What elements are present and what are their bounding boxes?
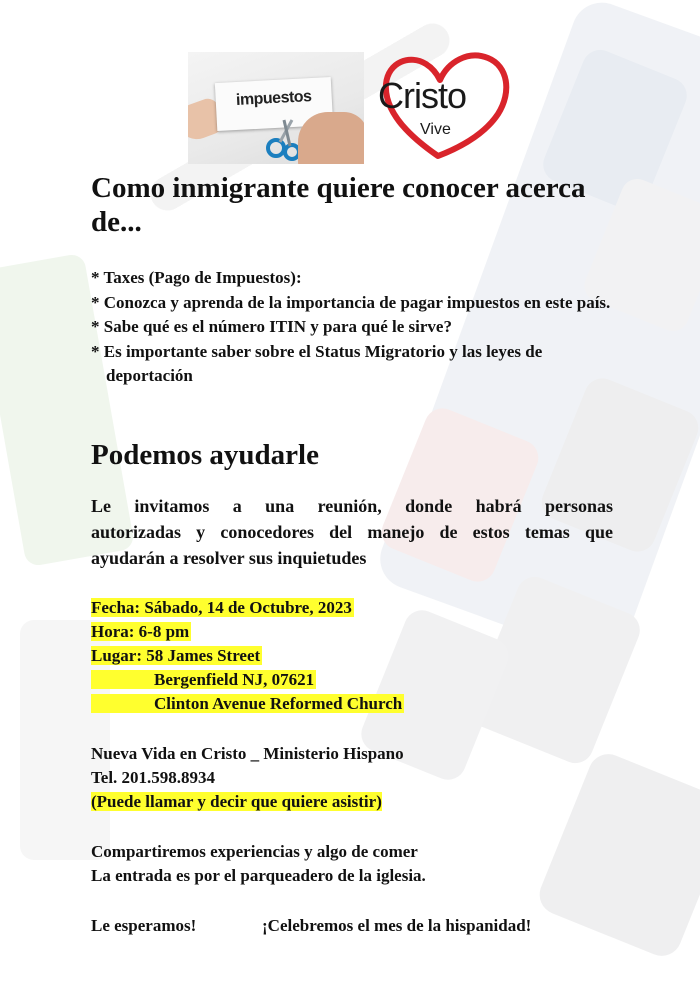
contact-info (91, 742, 404, 814)
organization-name: Nueva Vida en Cristo _ Ministerio Hispano (91, 744, 404, 763)
logo-text-vive: Vive (420, 121, 451, 138)
tax-photo (188, 52, 364, 164)
footer-slogan: ¡Celebremos el mes de la hispanidad! (262, 916, 532, 935)
invitation-line: ayudarán a resolver sus inquietudes (91, 548, 367, 568)
right-hand (298, 112, 364, 164)
invitation-paragraph (91, 493, 613, 571)
closing-text (91, 840, 426, 888)
closing-line: La entrada es por el parqueadero de la iglesia. (91, 866, 426, 885)
main-heading: Como inmigrante quiere conocer acerca de... (91, 172, 586, 238)
rsvp-note: (Puede llamar y decir que quiere asistir) (91, 792, 382, 811)
event-time: Hora: 6-8 pm (91, 622, 190, 641)
phone-number: Tel. 201.598.8934 (91, 768, 216, 787)
event-date: Fecha: Sábado, 14 de Octubre, 2023 (91, 598, 352, 617)
closing-line: Compartiremos experiencias y algo de comer (91, 842, 418, 861)
logo-text-cristo: Cristo (378, 75, 467, 116)
photo-word: impuestos (235, 88, 312, 109)
footer-greeting: Le esperamos! (91, 916, 197, 935)
topic-item: * Sabe qué es el número ITIN y para qué le sirve? (91, 317, 452, 336)
event-venue: Clinton Avenue Reformed Church (91, 694, 404, 713)
topic-list (91, 266, 611, 389)
event-details (91, 596, 404, 716)
section-heading: Podemos ayudarle (91, 439, 319, 471)
topic-item: * Taxes (Pago de Impuestos): (91, 268, 302, 287)
invitation-line: autorizadas y conocedores del manejo de estos temas que (91, 522, 613, 542)
invitation-line: Le invitamos a una reunión, donde habrá personas (91, 496, 613, 516)
topic-item: * Es importante saber sobre el Status Migratorio y las leyes de deportación (91, 341, 543, 385)
topic-item: * Conozca y aprenda de la importancia de pagar impuestos en este país. (91, 292, 611, 312)
event-city: Bergenfield NJ, 07621 (91, 670, 316, 689)
event-place: Lugar: 58 James Street (91, 646, 261, 665)
